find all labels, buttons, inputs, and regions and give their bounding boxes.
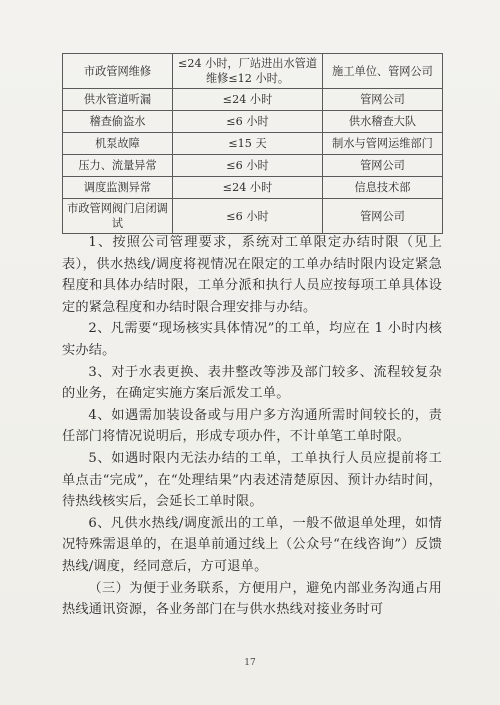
table-cell-limit: ≤6 小时 xyxy=(173,155,323,177)
table-cell-dept: 施工单位、管网公司 xyxy=(323,54,443,89)
paragraph-4: 4、如遇需加装设备或与用户多方沟通所需时间较长的，责任部门将情况说明后，形成专项办件，不计单笔工单时限。 xyxy=(62,407,442,445)
table-cell-item: 稽查偷盗水 xyxy=(63,111,173,133)
table-cell-item: 市政管网阀门启闭调试 xyxy=(63,199,173,234)
table-cell-limit: ≤24 小时 xyxy=(173,89,323,111)
table-row xyxy=(63,177,443,199)
paragraph-1: 1、按照公司管理要求，系统对工单限定办结时限（见上表），供水热线/调度将视情况在限定的工单办结时限内设定紧急程度和具体办结时限，工单分派和执行人员应按每项工单具体设定的紧急程度和办结时限合理安排与办结。 xyxy=(62,235,442,315)
table-cell-item: 供水管道听漏 xyxy=(63,89,173,111)
table-cell-limit: ≤6 小时 xyxy=(173,111,323,133)
paragraph-3: 3、对于水表更换、表井整改等涉及部门较多、流程较复杂的业务，在确定实施方案后派发工单。 xyxy=(62,364,442,402)
table-cell-limit: ≤24 小时，厂站进出水管道维修≤12 小时。 xyxy=(173,54,323,89)
table-row xyxy=(63,199,443,234)
table-row xyxy=(63,111,443,133)
table-row xyxy=(63,89,443,111)
paragraph-6: 6、凡供水热线/调度派出的工单，一般不做退单处理，如情况特殊需退单的，在退单前通过线上（公众号“在线咨询”）反馈热线/调度，经同意后，方可退单。 xyxy=(62,515,442,574)
paragraph-7: （三）为便于业务联系，方便用户，避免内部业务沟通占用热线通讯资源，各业务部门在与供水热线对接业务时可 xyxy=(62,580,442,618)
table-cell-limit: ≤6 小时 xyxy=(173,199,323,234)
table-row xyxy=(63,54,443,89)
table-cell-item: 市政管网维修 xyxy=(63,54,173,89)
table-cell-dept: 制水与管网运维部门 xyxy=(323,133,443,155)
work-order-time-limit-table xyxy=(62,53,443,234)
body-text xyxy=(62,232,442,621)
table-row xyxy=(63,155,443,177)
table-cell-dept: 管网公司 xyxy=(323,89,443,111)
table-cell-dept: 供水稽查大队 xyxy=(323,111,443,133)
page-number: 17 xyxy=(244,658,256,668)
table-cell-dept: 管网公司 xyxy=(323,199,443,234)
table-row xyxy=(63,133,443,155)
table-cell-dept: 信息技术部 xyxy=(323,177,443,199)
table-cell-item: 机泵故障 xyxy=(63,133,173,155)
table-cell-item: 调度监测异常 xyxy=(63,177,173,199)
table-cell-item: 压力、流量异常 xyxy=(63,155,173,177)
table-cell-dept: 管网公司 xyxy=(323,155,443,177)
table-cell-limit: ≤24 小时 xyxy=(173,177,323,199)
paragraph-2: 2、凡需要“现场核实具体情况”的工单，均应在 1 小时内核实办结。 xyxy=(62,321,442,358)
paragraph-5: 5、如遇时限内无法办结的工单，工单执行人员应提前将工单点击“完成”，在“处理结果”内表述清楚原因、预计办结时间，待热线核实后，会延长工单时限。 xyxy=(62,450,442,510)
table-cell-limit: ≤15 天 xyxy=(173,133,323,155)
